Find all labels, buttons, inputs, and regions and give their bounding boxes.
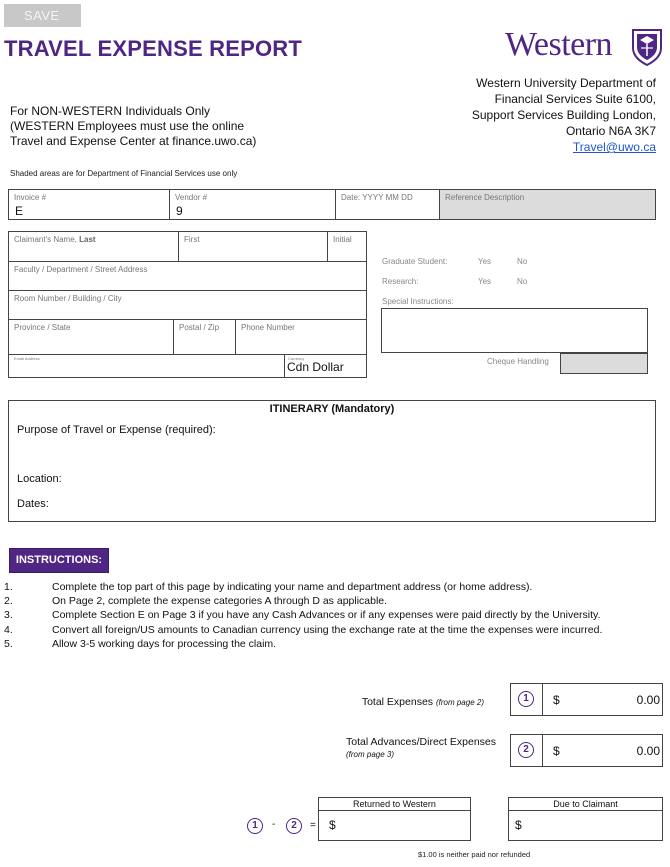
due-to-claimant-box	[508, 797, 663, 841]
marker-two-icon: 2	[518, 742, 534, 758]
graduate-yes-option[interactable]: Yes	[478, 257, 492, 266]
cheque-handling-field	[560, 353, 648, 374]
room-building-field[interactable]	[9, 291, 366, 319]
research-no-option[interactable]: No	[517, 277, 528, 286]
currency-label: Currency	[288, 356, 305, 361]
returned-to-western-box	[318, 797, 471, 841]
note-line: For NON-WESTERN Individuals Only	[10, 104, 211, 118]
invoice-row	[8, 189, 656, 220]
returned-label: Returned to Western	[353, 799, 436, 809]
advances-value: 0.00	[636, 744, 660, 758]
advances-box	[510, 734, 663, 767]
marker-one-icon: 1	[518, 691, 534, 707]
western-logo: Western	[505, 26, 613, 63]
itinerary-section	[8, 400, 656, 522]
formula-minus: -	[272, 819, 276, 830]
last-name-label: Claimant's Name, Last	[14, 235, 96, 244]
address-line: Support Services Building London,	[471, 108, 656, 122]
phone-field[interactable]	[236, 320, 366, 354]
due-label: Due to Claimant	[553, 799, 618, 809]
vendor-label: Vendor #	[175, 193, 208, 202]
currency-value: Cdn Dollar	[287, 360, 344, 374]
address-line: Ontario N6A 3K7	[565, 124, 656, 138]
due-currency[interactable]: $	[515, 818, 522, 832]
research-yes-option[interactable]: Yes	[478, 277, 492, 286]
formula-equals: =	[310, 820, 316, 831]
rounding-note: $1.00 is neither paid nor refunded	[418, 850, 531, 859]
note-line: Travel and Expense Center at finance.uwo.ca)	[10, 134, 257, 148]
page-title: TRAVEL EXPENSE REPORT	[4, 36, 302, 61]
list-item: 4. Convert all foreign/US amounts to Canadian currency using the exchange rate at the time the expenses were incurred.	[4, 623, 603, 636]
graduate-student-label: Graduate Student:	[382, 257, 448, 266]
list-item: 1. Complete the top part of this page by indicating your name and department address (or home address).	[4, 581, 533, 593]
note-line: (WESTERN Employees must use the online	[10, 119, 245, 133]
special-instructions-field[interactable]	[381, 308, 648, 353]
initial-field[interactable]	[328, 232, 366, 261]
cheque-handling-label: Cheque Handling	[487, 357, 549, 366]
purpose-label[interactable]: Purpose of Travel or Expense (required):	[17, 424, 216, 436]
returned-currency[interactable]: $	[329, 818, 336, 832]
total-expenses-label: Total Expenses (from page 2)	[361, 696, 484, 708]
instructions-list	[4, 580, 602, 651]
advances-currency: $	[553, 744, 560, 758]
first-name-field[interactable]	[179, 232, 327, 261]
research-label: Research:	[382, 277, 419, 286]
email-link[interactable]: Travel@uwo.ca	[572, 140, 656, 154]
dates-label[interactable]: Dates:	[17, 498, 49, 510]
location-label[interactable]: Location:	[17, 473, 62, 485]
invoice-label: Invoice #	[14, 193, 47, 202]
room-building-label: Room Number / Building / City	[14, 294, 122, 303]
address-line: Western University Department of	[476, 76, 656, 90]
invoice-value: E	[15, 204, 24, 218]
date-field[interactable]	[336, 190, 439, 219]
formula-marker-one-icon: 1	[247, 818, 263, 834]
currency-field[interactable]	[285, 355, 366, 377]
itinerary-title: ITINERARY (Mandatory)	[269, 403, 395, 415]
total-expenses-box	[510, 683, 663, 716]
phone-label: Phone Number	[241, 323, 295, 332]
graduate-no-option[interactable]: No	[517, 257, 528, 266]
province-label: Province / State	[14, 323, 71, 332]
vendor-field[interactable]	[170, 190, 335, 219]
email-label: Email Address	[14, 356, 40, 361]
list-item: 2. On Page 2, complete the expense categories A through D as applicable.	[4, 595, 388, 608]
department-address	[472, 75, 656, 155]
special-instructions-label: Special Instructions:	[382, 297, 454, 306]
initial-label: Initial	[333, 235, 352, 244]
province-field[interactable]	[9, 320, 173, 354]
faculty-address-field[interactable]	[9, 262, 366, 290]
reference-field	[440, 190, 655, 219]
crest-icon	[631, 28, 663, 66]
total-expenses-currency: $	[553, 693, 560, 707]
save-button[interactable]: SAVE	[4, 4, 81, 27]
total-expenses-value: 0.00	[636, 693, 660, 707]
email-field[interactable]	[9, 355, 284, 377]
non-western-note	[10, 104, 256, 149]
postal-label: Postal / Zip	[179, 323, 220, 332]
list-item: 3. Complete Section E on Page 3 if you have any Cash Advances or if any expenses were paid directly by the University.	[4, 609, 601, 622]
vendor-value: 9	[176, 204, 183, 218]
faculty-address-label: Faculty / Department / Street Address	[14, 265, 148, 274]
instructions-tab: INSTRUCTIONS:	[10, 549, 108, 572]
invoice-field[interactable]	[9, 190, 169, 219]
reference-label: Reference Description	[445, 193, 525, 202]
shaded-areas-note: Shaded areas are for Department of Financial Services use only	[10, 169, 238, 178]
first-name-label: First	[184, 235, 200, 244]
postal-field[interactable]	[174, 320, 235, 354]
formula-marker-two-icon: 2	[286, 818, 302, 834]
date-label: Date: YYYY MM DD	[341, 193, 413, 202]
claimant-block	[8, 231, 367, 378]
last-name-field[interactable]	[9, 232, 177, 261]
advances-label: Total Advances/Direct Expenses (from page 3)	[346, 736, 496, 759]
list-item: 5. Allow 3-5 working days for processing the claim.	[4, 637, 277, 650]
address-line: Financial Services Suite 6100,	[494, 92, 656, 106]
